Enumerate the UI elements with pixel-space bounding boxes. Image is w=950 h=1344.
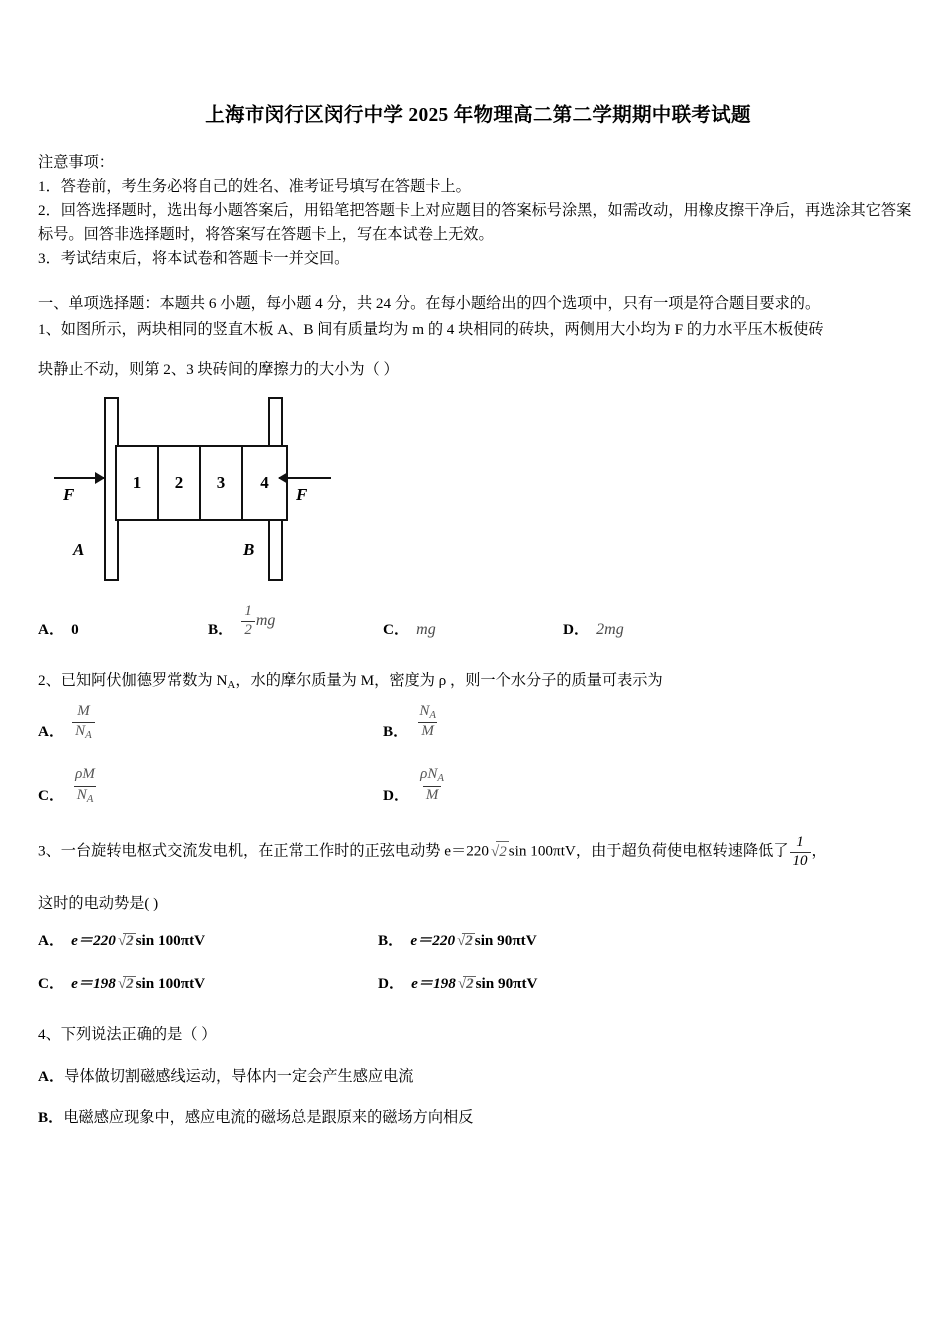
fraction-denominator — [74, 786, 97, 805]
brick-2: 2 — [157, 447, 199, 519]
denominator-subscript: A — [85, 728, 92, 741]
option-c-prefix: e＝198 — [71, 975, 116, 993]
question-2-option-a[interactable] — [38, 704, 383, 742]
radical-glyph: √2 — [117, 933, 134, 950]
notice-line-1: 1．答卷前，考生务必将自己的姓名、准考证号填写在答题卡上。 — [38, 178, 471, 196]
question-2-option-c[interactable] — [38, 767, 383, 805]
question-1-option-b[interactable] — [208, 604, 383, 639]
denominator-subscript: A — [86, 792, 94, 805]
option-b-prefix: e＝220 — [410, 932, 456, 950]
brick-3: 3 — [199, 447, 241, 519]
fraction-numerator: 1 — [796, 834, 804, 850]
option-c-suffix: sin 100πtV — [135, 975, 206, 993]
brick-1: 1 — [115, 447, 157, 519]
option-c-value: mg — [416, 620, 436, 638]
question-2-stem — [38, 669, 918, 694]
option-a-prefix: e＝220 — [71, 932, 116, 950]
question-1-stem-line-2: 块静止不动，则第 2、3 块砖间的摩擦力的大小为（ ） — [38, 360, 399, 378]
force-label-right: F — [296, 485, 308, 505]
fraction-denominator: 2 — [241, 621, 255, 639]
question-3-option-b[interactable] — [378, 929, 537, 950]
option-a-label: A． — [38, 932, 65, 950]
force-arrow-left-icon — [54, 477, 104, 479]
radical-glyph: √2 — [457, 976, 474, 993]
question-1-options — [38, 604, 918, 639]
option-d-value: 2mg — [596, 620, 624, 638]
question-2-stem-subscript: A — [227, 678, 236, 691]
option-d-prefix: e＝198 — [411, 975, 456, 993]
option-a-suffix: sin 100πtV — [135, 932, 206, 950]
question-3-stem-line-1 — [38, 835, 918, 870]
square-root-icon — [116, 975, 136, 993]
question-1-figure — [46, 385, 386, 590]
option-c-label: C． — [38, 975, 65, 993]
question-1-option-d[interactable] — [563, 618, 624, 639]
page-content — [38, 0, 918, 1130]
numerator-subscript: A — [437, 772, 444, 785]
fraction-denominator — [423, 786, 442, 805]
force-arrow-right-icon — [279, 477, 331, 479]
fraction-numerator — [72, 767, 98, 785]
question-3-fraction — [790, 835, 811, 870]
question-3-stem-line-2: 这时的电动势是( ) — [38, 894, 159, 912]
question-3-stem-part-1: 3、一台旋转电枢式交流发电机，在正常工作时的正弦电动势 e＝220 — [38, 842, 489, 860]
radical-glyph: √2 — [117, 976, 134, 993]
numerator-text: ρN — [420, 766, 438, 783]
option-b-tail: mg — [255, 612, 276, 630]
option-a-fraction — [72, 704, 95, 742]
square-root-icon — [455, 932, 475, 950]
question-3-options-row-1 — [38, 929, 918, 950]
question-2-stem-part-2: ，水的摩尔质量为 M，密度为 ρ ，则一个水分子的质量可表示为 — [235, 671, 663, 689]
option-d-fraction — [417, 767, 447, 805]
force-label-left: F — [63, 485, 75, 505]
notice-line-3: 3．考试结束后，将本试卷和答题卡一并交回。 — [38, 250, 350, 268]
square-root-icon — [456, 975, 476, 993]
denominator-text: M — [421, 722, 434, 739]
question-1-option-c[interactable] — [383, 618, 563, 639]
option-c-label: C． — [38, 787, 65, 804]
question-3-option-d[interactable] — [378, 972, 538, 993]
option-b-value: 电磁感应现象中，感应电流的磁场总是跟原来的磁场方向相反 — [63, 1109, 474, 1127]
option-b-fraction — [416, 704, 439, 742]
option-a-label: A． — [38, 1067, 65, 1085]
option-a-value: 导体做切割磁感线运动，导体内一定会产生感应电流 — [64, 1067, 414, 1085]
denominator-text: N — [75, 722, 86, 739]
square-root-icon — [489, 840, 509, 864]
fraction-numerator — [416, 704, 439, 722]
brick-4: 4 — [241, 447, 286, 519]
numerator-text: N — [419, 702, 430, 719]
brick-row — [115, 445, 288, 521]
question-3-options-row-2 — [38, 972, 918, 993]
fraction-numerator — [417, 767, 447, 785]
question-3-option-a[interactable] — [38, 929, 378, 950]
option-a-label: A． — [38, 723, 65, 741]
option-b-suffix: sin 90πtV — [474, 932, 537, 950]
radical-glyph: √2 — [490, 843, 507, 860]
question-2-option-d[interactable] — [383, 767, 448, 805]
option-d-label: D． — [563, 620, 590, 638]
option-b-label: B． — [38, 1109, 64, 1127]
option-b-fraction — [241, 604, 255, 639]
fraction-denominator: 10 — [790, 852, 811, 870]
numerator-text: M — [77, 702, 90, 719]
notice-heading: 注意事项： — [38, 154, 114, 172]
section-1-heading: 一、单项选择题：本题共 6 小题，每小题 4 分，共 24 分。在每小题给出的四个选项中，只有一项是符合题目要求的。 — [38, 295, 821, 313]
denominator-text: N — [76, 786, 87, 803]
option-d-label: D． — [383, 787, 410, 804]
option-b-label: B． — [378, 932, 404, 950]
board-label-a: A — [73, 540, 85, 560]
question-2-stem-part-1: 2、已知阿伏伽德罗常数为 N — [38, 671, 228, 689]
option-c-fraction — [72, 767, 98, 805]
option-d-label: D． — [378, 975, 405, 993]
question-4-stem: 4、下列说法正确的是（ ） — [38, 1026, 217, 1044]
question-3-option-c[interactable] — [38, 972, 378, 993]
radical-glyph: √2 — [457, 933, 473, 950]
option-a-value: 0 — [71, 620, 79, 638]
question-3-stem-tail: ， — [811, 842, 827, 860]
square-root-icon — [116, 932, 136, 950]
option-b-label: B． — [208, 620, 234, 638]
fraction-numerator: 1 — [244, 603, 252, 620]
fraction-denominator — [72, 722, 95, 741]
denominator-text: M — [425, 786, 439, 803]
option-d-suffix: sin 90πtV — [475, 975, 538, 993]
board-label-b: B — [243, 540, 255, 560]
fraction-numerator — [74, 704, 93, 722]
numerator-subscript: A — [429, 708, 436, 721]
option-c-label: C． — [383, 620, 410, 638]
notice-line-2: 2．回答选择题时，选出每小题答案后，用铅笔把答题卡上对应题目的答案标号涂黑，如需改动，用橡皮擦干净后，再选涂其它答案标号。回答非选择题时，将答案写在答题卡上，写在本试卷上无效。 — [38, 202, 912, 244]
numerator-text: ρM — [75, 766, 95, 783]
question-4-option-b[interactable] — [38, 1106, 918, 1130]
notice-block — [38, 151, 918, 271]
page-title: 上海市闵行区闵行中学 2025 年物理高二第二学期期中联考试题 — [205, 105, 751, 126]
question-3-stem-part-2: sin 100πtV，由于超负荷使电枢转速降低了 — [508, 842, 789, 860]
question-4-option-a[interactable] — [38, 1065, 918, 1089]
option-a-label: A． — [38, 620, 65, 638]
question-2-options-row-1 — [38, 704, 918, 742]
question-2-option-b[interactable] — [383, 704, 440, 742]
question-1-option-a[interactable] — [38, 618, 208, 639]
option-b-label: B． — [383, 723, 409, 741]
question-2-options-row-2 — [38, 767, 918, 805]
fraction-denominator — [418, 722, 437, 741]
question-1-stem-line-1: 1、如图所示，两块相同的竖直木板 A、B 间有质量均为 m 的 4 块相同的砖块，两侧用大小均为 F 的力水平压木板使砖 — [38, 320, 824, 338]
